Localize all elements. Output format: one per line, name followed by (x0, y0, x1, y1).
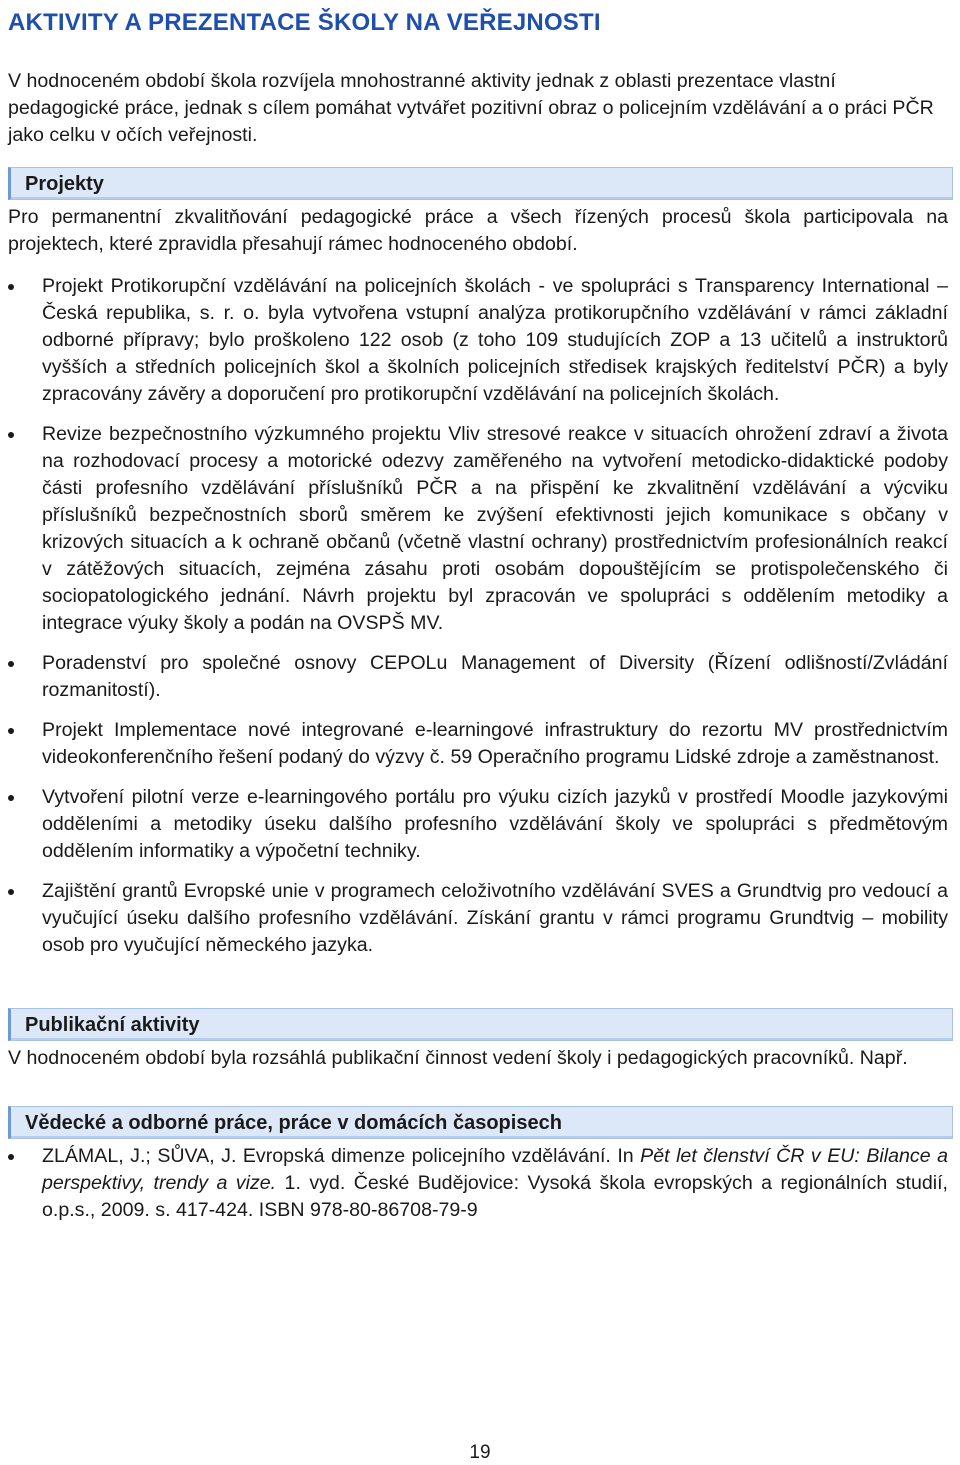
intro-paragraph: V hodnoceném období škola rozvíjela mnohostranné aktivity jednak z oblasti prezentace vlastní pedagogické práce, jednak s cílem pomáhat vytvářet pozitivní obraz o policejním vzdělávání a o práci PČR jako celku v očích veřejnosti. (8, 70, 934, 146)
publication-list (8, 1143, 948, 1224)
list-item: Vytvoření pilotní verze e-learningového portálu pro výuku cizích jazyků v prostředí Moodle jazykovými odděleními a metodiky úseku dalšího profesního vzdělávání školy ve spolupráci s předmětovým oddělením informatiky a výpočetní techniky. (8, 784, 948, 865)
projekty-paragraph: Pro permanentní zkvalitňování pedagogické práce a všech řízených procesů škola participovala na projektech, které zpravidla přesahují rámec hodnoceného období. (8, 206, 948, 255)
projekty-list (8, 273, 948, 959)
list-item: Poradenství pro společné osnovy CEPOLu Management of Diversity (Řízení odlišností/Zvládání rozmanitostí). (8, 650, 948, 704)
list-item: Projekt Implementace nové integrované e-learningové infrastruktury do rezortu MV prostřednictvím videokonferenčního řešení podaný do výzvy č. 59 Operačního programu Lidské zdroje a zaměstnanost. (8, 717, 948, 771)
publication-details: 1. vyd. České Budějovice: Vysoká škola evropských a regionálních studií, o.p.s., 2009. s. 417-424. ISBN 978-80-86708-79-9 (42, 1172, 949, 1221)
publikace-paragraph: V hodnoceném období byla rozsáhlá publikační činnost vedení školy i pedagogických pracovníků. Např. (8, 1047, 908, 1069)
section-heading-publikace: Publikační aktivity (8, 1008, 953, 1041)
publication-authors: ZLÁMAL, J.; SŮVA, J. Evropská dimenze policejního vzdělávání. In (42, 1145, 641, 1167)
list-item: Revize bezpečnostního výzkumného projektu Vliv stresové reakce v situacích ohrožení zdraví a života na rozhodovací procesy a motorické odezvy zaměřeného na vytvoření metodicko-didaktické podoby části profesního vzdělávání příslušníků PČR a na přispění ke zkvalitnění vzdělávání a výcviku příslušníků bezpečnostních sborů směrem ke zvýšení efektivnosti jejich komunikace s občany v krizových situacích a k ochraně občanů (včetně vlastní ochrany) prostřednictvím profesionálních reakcí v zátěžových situacích, zejména zásahu proti osobám dopouštějícím se protispolečenského či sociopatologického jednání. Návrh projektu byl zpracován ve spolupráci s oddělením metodiky a integrace výuky školy a podán na OVSPŠ MV. (8, 421, 948, 637)
list-item: Zajištění grantů Evropské unie v programech celoživotního vzdělávání SVES a Grundtvig pro vedoucí a vyučující úseku dalšího profesního vzdělávání. Získání grantu v rámci programu Grundtvig – mobility osob pro vyučující německého jazyka. (8, 878, 948, 959)
publication-source: Pět let členství ČR v EU: Bilance a perspektivy, trendy a vize. (42, 1145, 949, 1194)
section-heading-projekty: Projekty (8, 167, 953, 200)
document-page (8, 0, 948, 1224)
publication-item (8, 1143, 948, 1224)
section-heading-vedecke: Vědecké a odborné práce, práce v domácích časopisech (8, 1106, 953, 1139)
list-item: Projekt Protikorupční vzdělávání na policejních školách - ve spolupráci s Transparency International – Česká republika, s. r. o. byla vytvořena vstupní analýza protikorupčního vzdělávání v rámci základní odborné přípravy; bylo proškoleno 122 osob (z toho 109 studujících ZOP a 13 učitelů a instruktorů vyšších a středních policejních škol a školních policejních středisek krajských ředitelství PČR) a byly zpracovány závěry a doporučení pro protikorupční vzdělávání na policejních školách. (8, 273, 948, 408)
page-title: AKTIVITY A PREZENTACE ŠKOLY NA VEŘEJNOSTI (8, 9, 601, 36)
page-number: 19 (469, 1442, 491, 1463)
